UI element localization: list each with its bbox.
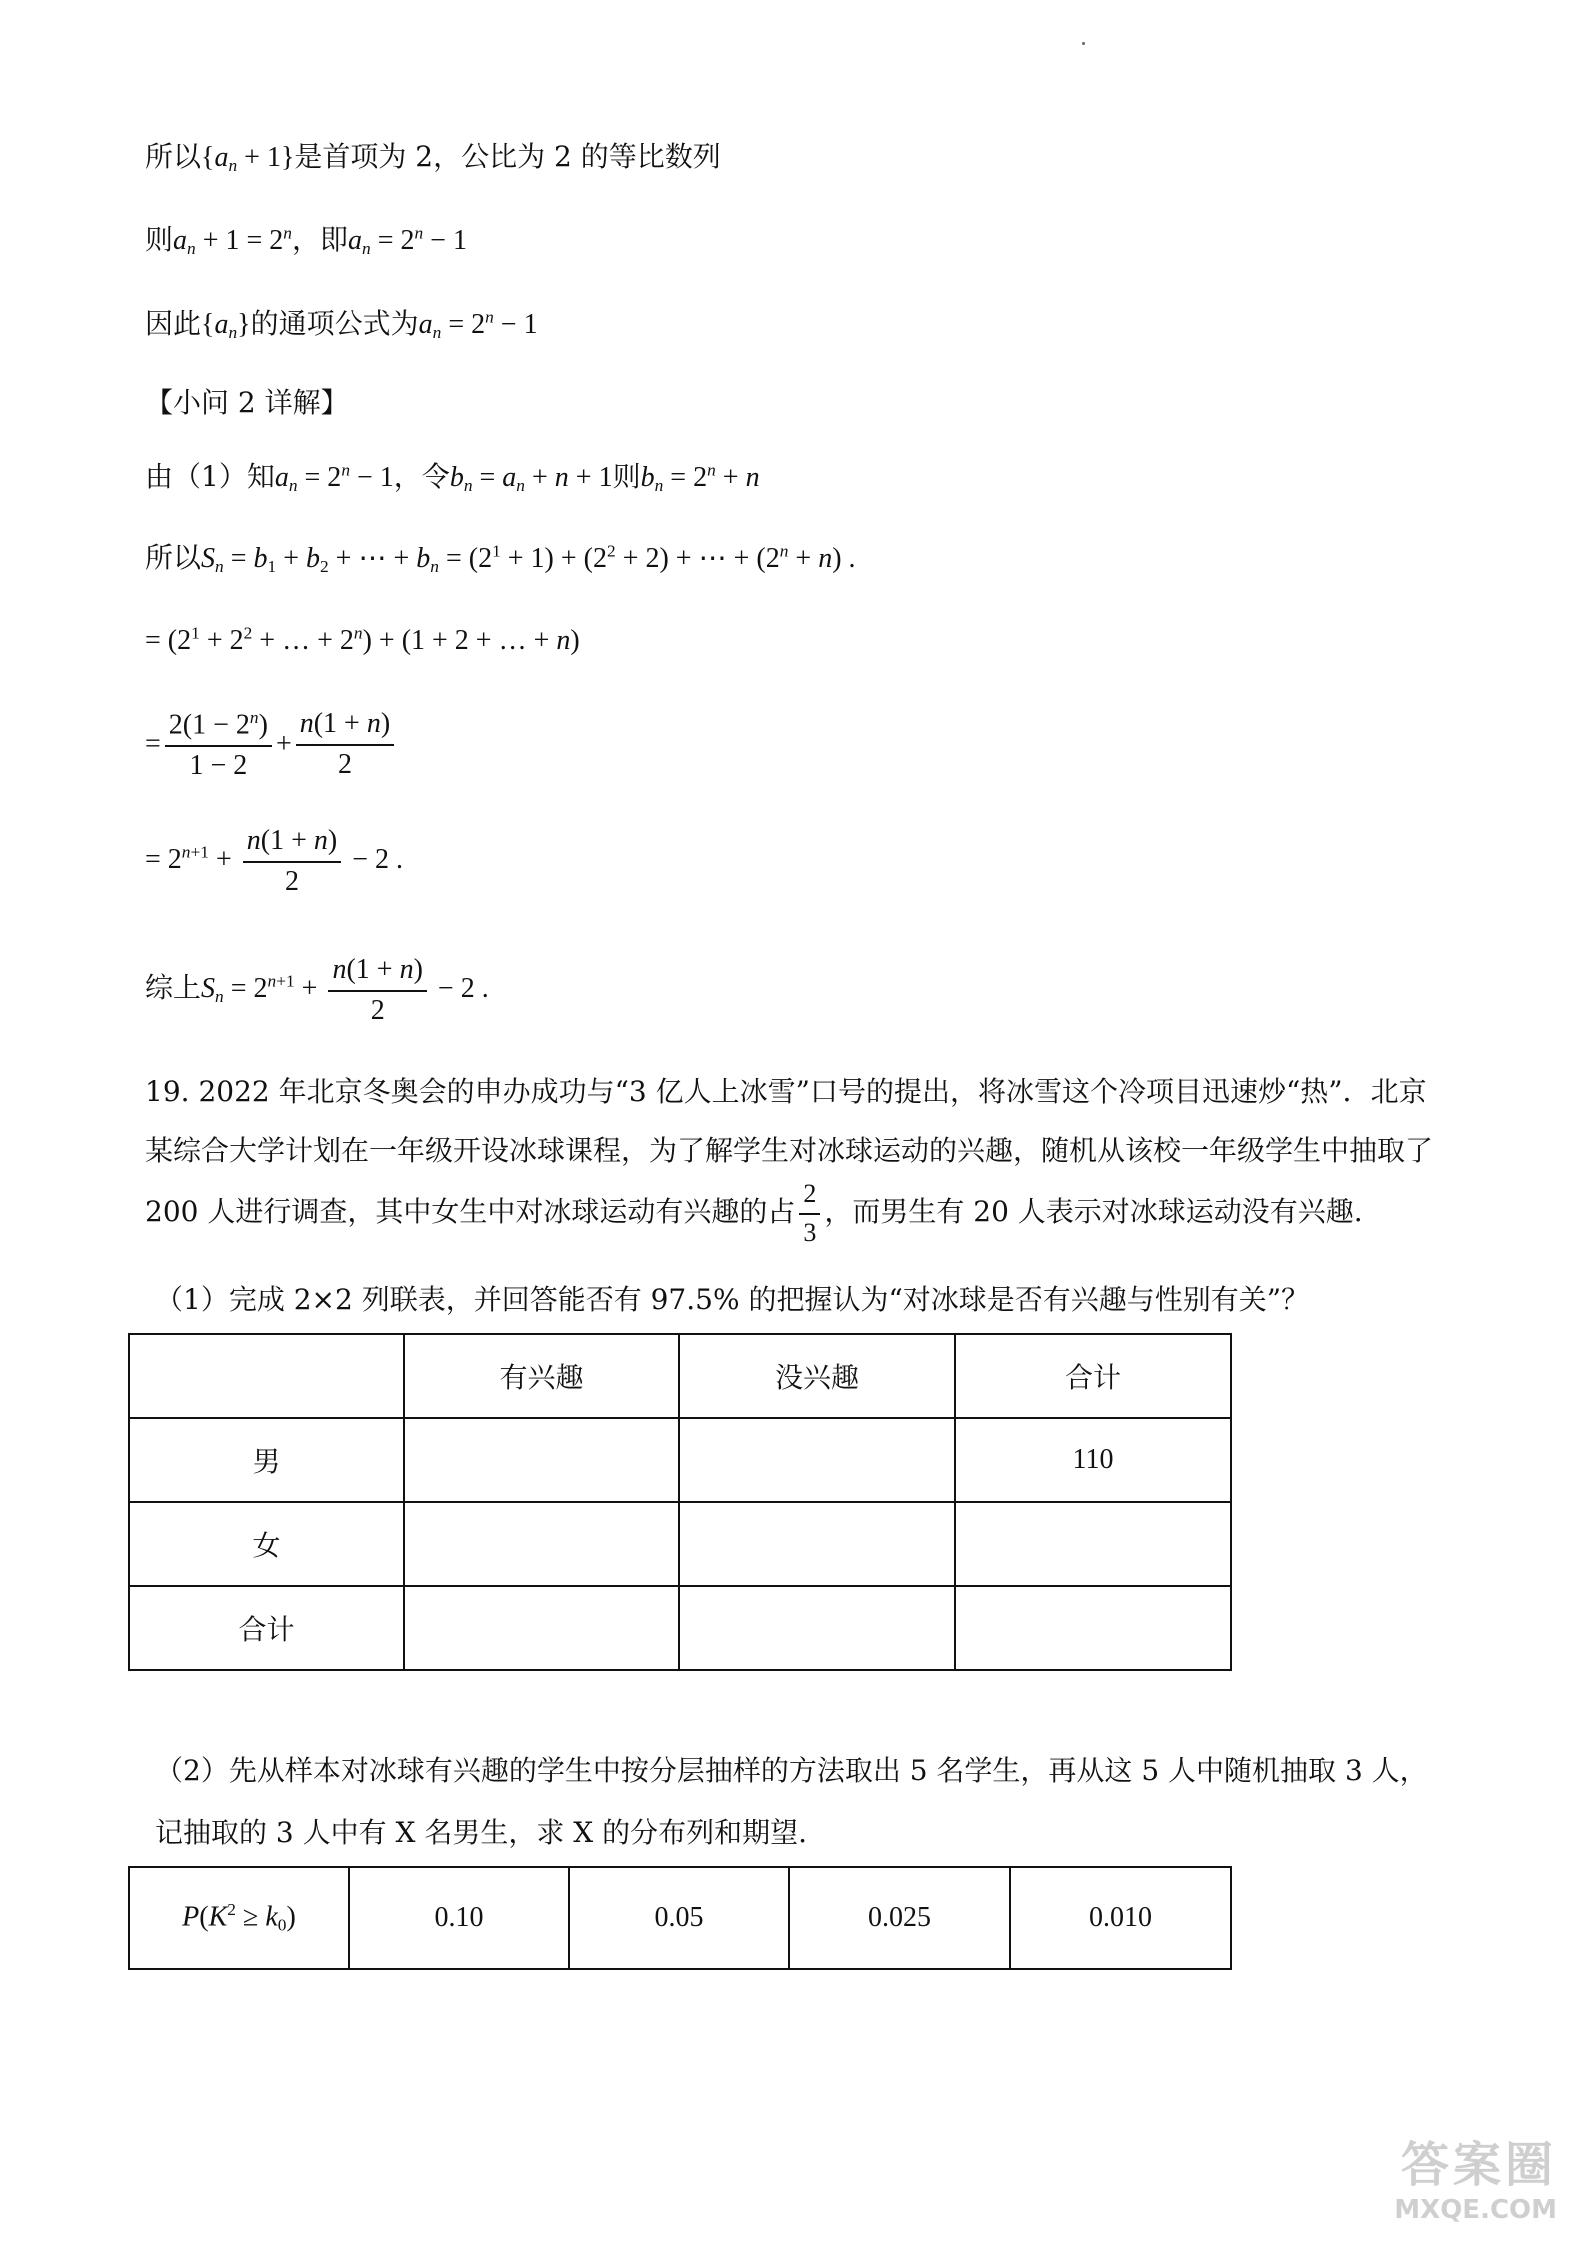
cell-total-interested — [404, 1586, 679, 1670]
part-2-text: （2）先从样本对冰球有兴趣的学生中按分层抽样的方法取出 5 名学生，再从这 5 人中随机抽取 3 人，记抽取的 3 人中有 X 名男生，求 X 的分布列和期望. — [155, 1754, 1428, 1849]
sub-question-2-heading: 【小问 2 详解】 — [145, 386, 349, 419]
text-general-term: 的通项公式为 — [250, 307, 419, 340]
cell-male-interested — [404, 1418, 679, 1502]
table-row-female — [129, 1502, 1231, 1586]
table-row-male — [129, 1418, 1231, 1502]
line-geometric-sequence — [145, 140, 721, 177]
critical-value-row — [129, 1867, 1231, 1969]
math-an-set: $\{a_n\}$ — [201, 309, 251, 343]
math-an-general: $a_n = 2^n - 1$ — [418, 307, 538, 343]
text-you-1-zhi: 由（1）知 — [145, 460, 275, 493]
text-ling: ，令 — [393, 460, 450, 493]
line-conclusion — [145, 955, 489, 1027]
text-suoyi-2: 所以 — [145, 541, 202, 574]
math-simplified: = $2^{n+1}$ + $\frac{n(1 + n)}{2}$ − 2 . — [145, 825, 404, 897]
contingency-table — [128, 1333, 1232, 1671]
math-set-an-plus-1: $\{a_n + 1\}$ — [201, 142, 295, 176]
text-geometric-desc: 是首项为 2，公比为 2 的等比数列 — [294, 140, 721, 173]
row-label-total: 合计 — [129, 1586, 404, 1670]
value-cell: 0.10 — [349, 1867, 569, 1969]
math-frac-two-thirds: $\frac{2}{3}$ — [799, 1180, 820, 1247]
text-ze: 则 — [145, 223, 174, 256]
watermark-logo: 答案圈 — [1400, 2137, 1557, 2193]
table-row-total — [129, 1586, 1231, 1670]
question-19-body: 2022 年北京冬奥会的申办成功与“3 亿人上冰雪”口号的提出，将冰雪这个冷项目迅速炒“热”．北京某综合大学计划在一年级开设冰球课程，为了解学生对冰球运动的兴趣，随机从该校一年级学生中抽取了 200 人进行调查，其中女生中对冰球运动有兴趣的占 — [145, 1075, 1434, 1229]
math-conclusion: $S_n = 2^{n+1}$ + $\frac{n(1 + n)}{2}$ − 2 . — [201, 954, 489, 1026]
math-sn-expansion: $S_n = b_1 + b_2$ + ⋯ + $b_n = (2^1 + 1) + (2^2 + 2)$ + ⋯ + $(2^n + n)$ . — [201, 541, 856, 577]
header-cell-not-interested: 没兴趣 — [679, 1334, 955, 1418]
math-eq-sign: = — [145, 728, 161, 760]
line-sn-sum — [145, 541, 856, 578]
math-an-eq: $a_n = 2^n - 1$ — [348, 223, 467, 259]
critical-value-table — [128, 1866, 1232, 1970]
math-frac-geometric: $\frac{2(1 - 2^n)}{1 - 2}$ — [165, 708, 272, 782]
cell-female-total — [955, 1502, 1231, 1586]
cell-female-interested — [404, 1502, 679, 1586]
text-suoyi: 所以 — [145, 140, 202, 173]
table-header-row — [129, 1334, 1231, 1418]
value-cell: 0.010 — [1010, 1867, 1231, 1969]
math-plus: + — [275, 728, 292, 760]
math-an-plus-1-eq: $a_n + 1 = 2^n$ — [173, 223, 292, 259]
header-cell-interested: 有兴趣 — [404, 1334, 679, 1418]
question-19-body-end: ，而男生有 20 人表示对冰球运动没有兴趣. — [824, 1195, 1363, 1229]
question-number: 19. — [145, 1075, 190, 1108]
cell-female-not-interested — [679, 1502, 955, 1586]
part-1-text: （1）完成 2×2 列联表，并回答能否有 97.5% 的把握认为“对冰球是否有兴趣与性别有关”？ — [155, 1283, 1310, 1316]
question-19-text — [145, 1062, 1445, 1247]
line-fraction-sum — [145, 708, 398, 782]
row-label-female: 女 — [129, 1502, 404, 1586]
value-cell: 0.025 — [789, 1867, 1010, 1969]
row-label-male: 男 — [129, 1418, 404, 1502]
math-bn-def: $b_n = a_n + n + 1$ — [449, 462, 613, 496]
cell-total-total — [955, 1586, 1231, 1670]
cell-total-not-interested — [679, 1586, 955, 1670]
cell-male-not-interested — [679, 1418, 955, 1502]
probability-label: $P(K^2 \ge k_0)$ — [129, 1867, 349, 1969]
line-regroup — [145, 623, 580, 658]
header-cell-total: 合计 — [955, 1334, 1231, 1418]
cell-male-total: 110 — [955, 1418, 1231, 1502]
value-cell: 0.05 — [569, 1867, 789, 1969]
header-cell-empty — [129, 1334, 404, 1418]
line-simplified — [145, 826, 403, 898]
math-frac-arith: $\frac{n(1 + n)}{2}$ — [296, 709, 394, 781]
line-general-term — [145, 307, 538, 344]
text-zongshang: 综上 — [145, 971, 202, 1005]
text-ze-2: 则 — [612, 460, 641, 493]
watermark-url: MXQE.COM — [1394, 2195, 1557, 2225]
line-an-formula — [145, 223, 467, 260]
text-yinci: 因此 — [145, 307, 202, 340]
line-bn-definition — [145, 460, 760, 497]
math-an-eq-2: $a_n = 2^n - 1$ — [274, 460, 394, 496]
scan-dot — [1082, 42, 1085, 45]
math-regroup: = ($2^1 + 2^2$ + … + $2^n) + (1 + 2$ + … + n) — [145, 623, 580, 656]
watermark — [1394, 2126, 1557, 2225]
text-ji: ，即 — [291, 223, 348, 256]
math-bn-eq: $b_n = 2^n + n$ — [640, 460, 760, 496]
